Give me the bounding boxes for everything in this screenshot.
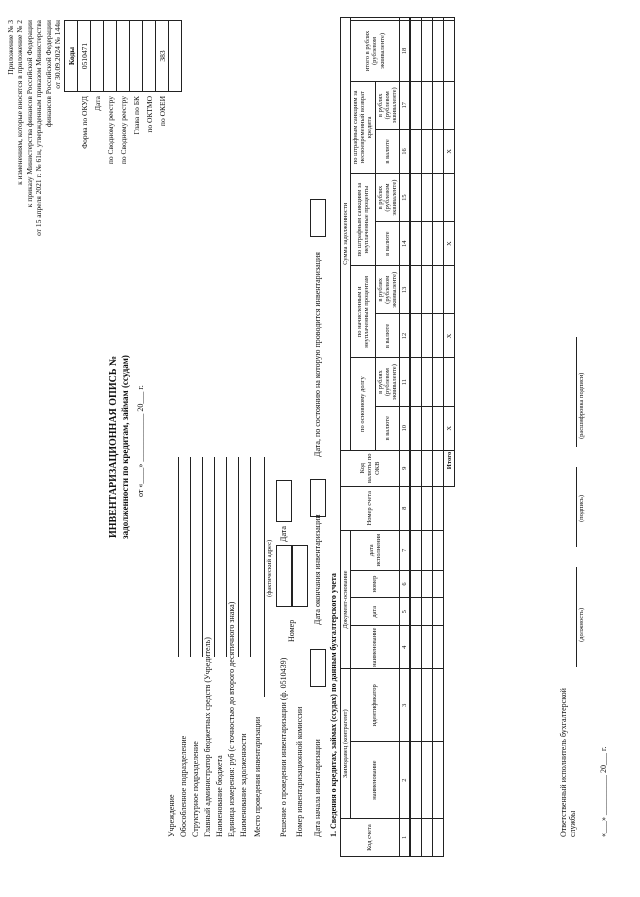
col-number: 10 xyxy=(399,406,410,450)
col-penalty-loan: по штрафным санкциям за несвоевременный возврат кредита xyxy=(351,81,375,173)
field-separate-unit: Обособленное подразделение xyxy=(179,735,188,837)
total-cell: X xyxy=(444,129,455,173)
field-commission: Номер инвентаризационной комиссии xyxy=(295,706,304,837)
col-in-rubles: в рублях (рублевом эквиваленте) xyxy=(375,266,399,314)
commission-number-box[interactable] xyxy=(292,545,308,607)
col-number: 3 xyxy=(399,669,410,742)
code-value xyxy=(104,21,117,92)
field-line xyxy=(214,457,215,657)
code-value: 383 xyxy=(156,21,169,92)
col-name: наименование xyxy=(351,742,400,819)
col-in-rubles: в рублях (рублевом эквиваленте) xyxy=(375,173,399,221)
page-title: ИНВЕНТАРИЗАЦИОННАЯ ОПИСЬ № xyxy=(108,356,119,539)
col-doc-number: номер xyxy=(351,570,400,598)
appendix-line-2: к изменениям, которые вносятся в приложение № 2 xyxy=(15,20,25,185)
decode-hint: (расшифровка подписи) xyxy=(578,372,585,439)
col-number: 16 xyxy=(399,129,410,173)
col-doc-name: наименование xyxy=(351,626,400,669)
field-institution: Учреждение xyxy=(167,794,176,837)
signature-line xyxy=(576,567,577,667)
col-in-rubles: в рублях (рублевом эквиваленте) xyxy=(375,358,399,406)
col-penalty-interest: по штрафным санкциям за неуплаченные проценты xyxy=(351,173,375,265)
col-number: 4 xyxy=(399,626,410,669)
signature-line xyxy=(576,337,577,447)
code-label: Глава по БК xyxy=(131,96,141,135)
col-number: 2 xyxy=(399,742,410,819)
col-in-currency: в валюте xyxy=(375,222,399,266)
date-box[interactable] xyxy=(276,480,292,522)
position-hint: (должность) xyxy=(578,607,585,642)
col-in-currency: в валюте xyxy=(375,406,399,450)
start-date-box[interactable] xyxy=(310,649,326,687)
date-label: Дата xyxy=(279,526,288,542)
appendix-line-6: от 30.09.2024 № 144н xyxy=(52,20,62,89)
col-number: 6 xyxy=(399,570,410,598)
total-label: Итого xyxy=(444,450,455,486)
col-in-currency: в валюте xyxy=(375,129,399,173)
field-place: Место проведения инвентаризации xyxy=(253,716,262,837)
field-debt-name: Наименование задолженности xyxy=(239,733,248,837)
col-loan: Заимодавец (контрагент) xyxy=(341,669,351,819)
field-unit: Единица измерения: руб (с точностью до второго десятичного знака) xyxy=(227,601,236,837)
col-debt-amount: Сумма задолженности xyxy=(341,18,351,451)
col-in-currency: в валюте xyxy=(375,314,399,358)
col-account-number: Номер счета xyxy=(341,486,400,530)
col-number: 15 xyxy=(399,173,410,221)
field-line xyxy=(238,457,239,657)
field-start-date: Дата начала инвентаризации xyxy=(313,739,322,837)
col-number: 9 xyxy=(399,450,410,486)
end-date-box[interactable] xyxy=(310,479,326,517)
table-row xyxy=(433,18,444,857)
code-value xyxy=(91,21,104,92)
col-in-rubles: в рублях (рублевом эквиваленте) xyxy=(375,81,399,129)
appendix-line-1: Приложение № 3 xyxy=(6,20,15,75)
signature-hint: (подпись) xyxy=(578,495,585,522)
responsible-label: Ответственный исполнитель бухгалтерской службы xyxy=(559,688,577,837)
col-currency-code: Код валюты по ОКВ xyxy=(341,450,400,486)
code-label: по ОКЕИ xyxy=(157,96,167,127)
place-hint: (фактический адрес) xyxy=(266,539,273,597)
col-number: 12 xyxy=(399,314,410,358)
table-row xyxy=(410,18,422,857)
col-identifier: идентификатор xyxy=(351,669,400,742)
number-box[interactable] xyxy=(276,545,292,607)
appendix-line-5: финансов Российской Федерации xyxy=(43,20,53,127)
field-line xyxy=(190,457,191,657)
field-line xyxy=(250,457,251,657)
col-number: 5 xyxy=(399,598,410,626)
col-interest: по начисленным и неуплаченным процентам xyxy=(351,266,375,358)
col-document: Документ-основание xyxy=(341,530,351,669)
appendix-line-4: от 15 апреля 2021 г. № 61н, утвержденным приказом Министерства xyxy=(34,20,44,236)
col-total: итого в рублях (рублевом эквиваленте) xyxy=(351,21,400,81)
field-structural-unit: Структурное подразделение xyxy=(191,741,200,837)
field-line xyxy=(264,457,265,697)
debt-table xyxy=(340,17,455,857)
col-number: 1 xyxy=(399,819,410,857)
total-cell: X xyxy=(444,222,455,266)
field-budget: Наименование бюджета xyxy=(215,755,224,837)
code-value xyxy=(117,21,130,92)
sign-date: «___» __________ 20___ г. xyxy=(599,746,608,837)
col-number: 14 xyxy=(399,222,410,266)
number-label: Номер xyxy=(287,619,296,642)
code-value xyxy=(130,21,143,92)
appendix-line-3: к приказу Министерства финансов Российской Федерации xyxy=(24,20,34,208)
col-number: 8 xyxy=(399,486,410,530)
code-value xyxy=(169,21,182,92)
signature-line xyxy=(576,467,577,547)
code-label: по Сводному реестру xyxy=(118,96,128,165)
appendix-header xyxy=(6,20,62,236)
col-number: 18 xyxy=(399,21,410,81)
field-chief-admin: Главный администратор бюджетных средств (Учредитель) xyxy=(203,637,212,837)
field-state-date: Дата, по состоянию на которую проводится инвентаризация xyxy=(313,252,322,457)
state-date-box[interactable] xyxy=(310,199,326,237)
col-doc-date: дата xyxy=(351,598,400,626)
col-account-code: Код счета xyxy=(341,819,400,857)
code-label xyxy=(169,92,182,167)
col-principal: по основному долгу xyxy=(351,358,375,450)
field-line xyxy=(178,457,179,657)
table-row xyxy=(422,18,433,857)
field-end-date: Дата окончания инвентаризации xyxy=(313,514,322,625)
col-number: 13 xyxy=(399,266,410,314)
field-line xyxy=(202,457,203,657)
col-number: 7 xyxy=(399,530,410,570)
codes-table xyxy=(64,20,182,166)
total-cell: X xyxy=(444,406,455,450)
codes-header: Коды xyxy=(65,21,78,92)
code-label: Дата xyxy=(92,96,102,111)
section-title: 1. Сведения о кредитах, займах (ссудах) по данным бухгалтерского учета xyxy=(329,573,338,837)
code-value: 0510471 xyxy=(78,21,91,92)
field-decision: Решение о проведении инвентаризации (ф. 0510439) xyxy=(279,657,288,837)
col-number: 11 xyxy=(399,358,410,406)
code-label: Форма по ОКУД xyxy=(79,96,89,149)
page-subtitle: задолженности по кредитам, займам (ссудам) xyxy=(120,355,130,539)
col-doc-due: дата исполнения xyxy=(351,530,400,570)
total-row xyxy=(444,18,455,857)
code-value xyxy=(143,21,156,92)
total-cell: X xyxy=(444,314,455,358)
col-number: 17 xyxy=(399,81,410,129)
date-line: от «____» ____________ 20___ г. xyxy=(136,385,145,497)
code-label: по ОКТМО xyxy=(144,96,154,133)
code-label: по Сводному реестру xyxy=(105,96,115,165)
